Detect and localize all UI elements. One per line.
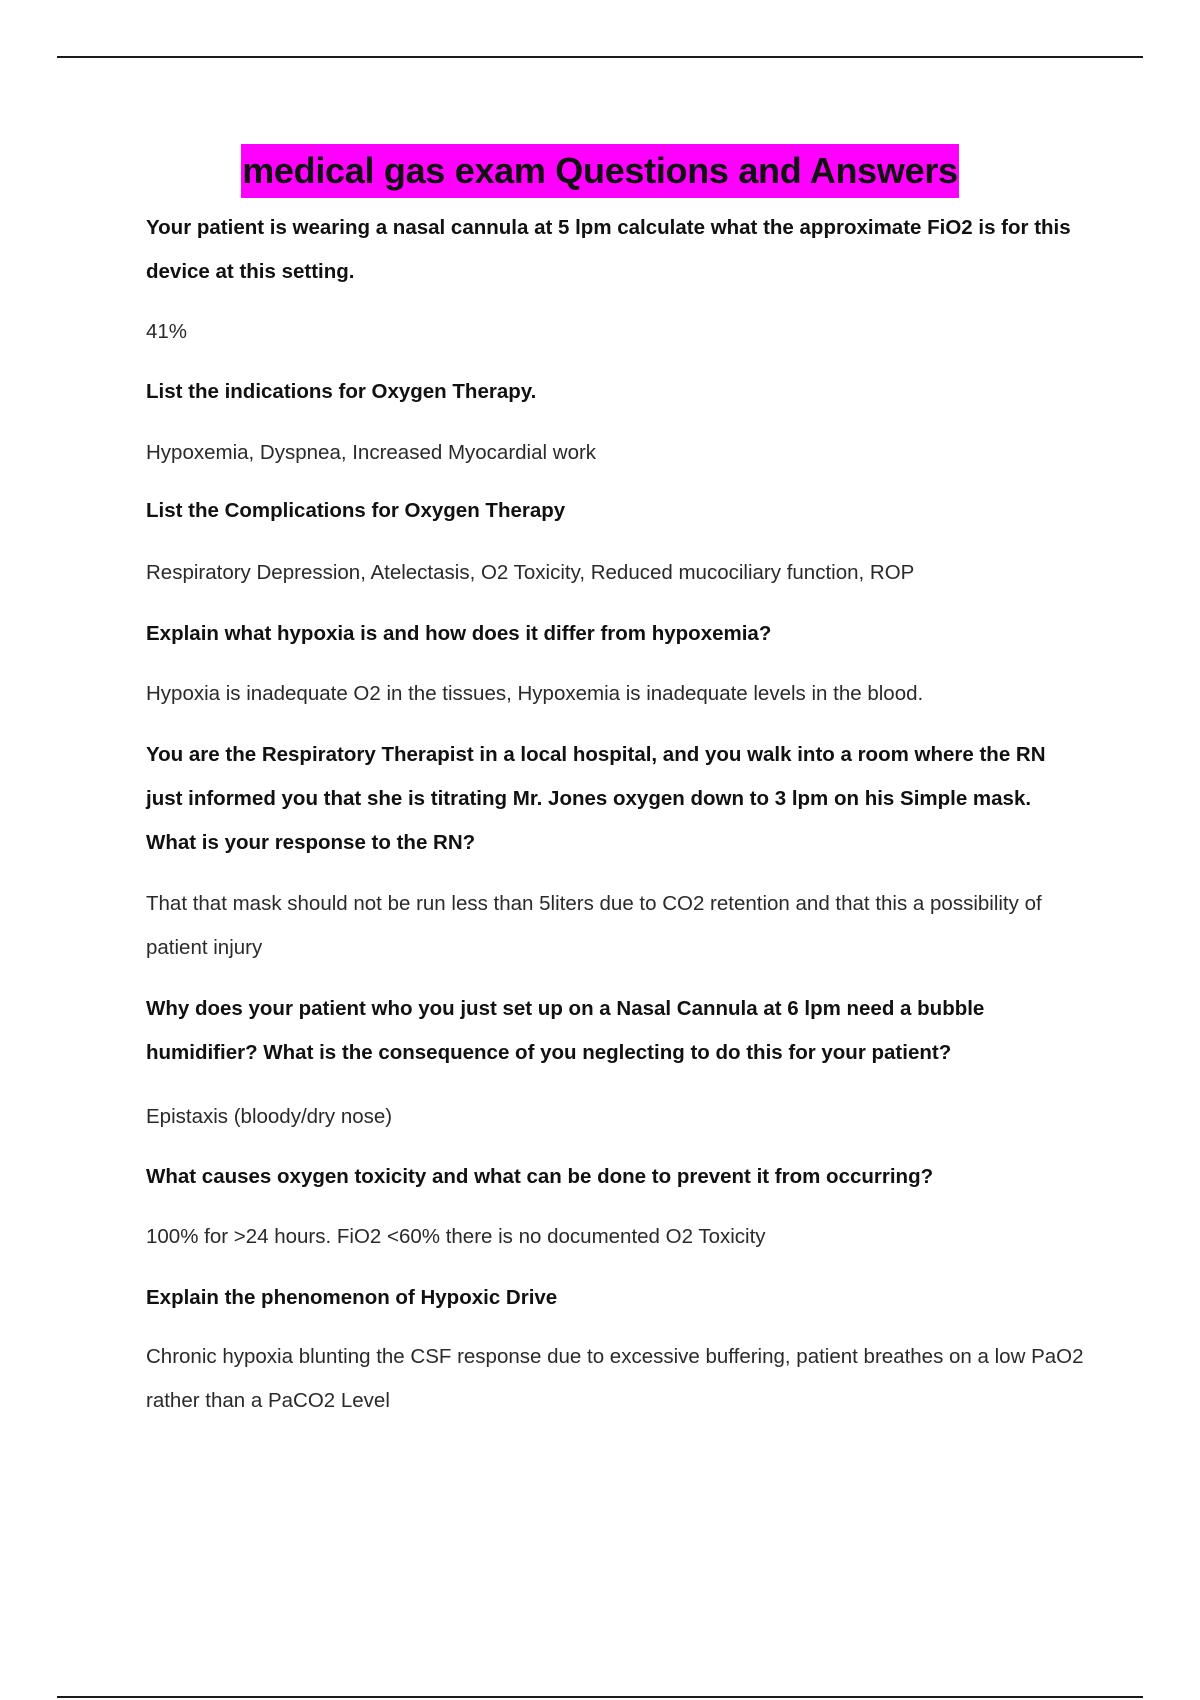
answer-4: Hypoxia is inadequate O2 in the tissues, Hypoxemia is inadequate levels in the blood. [146,682,924,705]
question-4: Explain what hypoxia is and how does it differ from hypoxemia? [146,622,772,645]
header-rule [57,56,1143,58]
answer-3: Respiratory Depression, Atelectasis, O2 Toxicity, Reduced mucociliary function, ROP [146,561,915,584]
title-container [0,144,1200,198]
answer-2: Hypoxemia, Dyspnea, Increased Myocardial work [146,441,597,464]
question-2: List the indications for Oxygen Therapy. [146,380,537,403]
question-8: Explain the phenomenon of Hypoxic Drive [146,1286,558,1309]
answer-5: That that mask should not be run less than 5liters due to CO2 retention and that this a possibility of patient injury [146,892,1042,959]
question-1: Your patient is wearing a nasal cannula at 5 lpm calculate what the approximate FiO2 is for this device at this setting. [146,216,1071,283]
answer-8: Chronic hypoxia blunting the CSF response due to excessive buffering, patient breathes on a low PaO2 rather than a PaCO2 Level [146,1345,1084,1412]
question-6: Why does your patient who you just set up on a Nasal Cannula at 6 lpm need a bubble humidifier? What is the consequence of you neglecting to do this for your patient? [146,997,985,1064]
question-7: What causes oxygen toxicity and what can be done to prevent it from occurring? [146,1165,934,1188]
footer-rule [57,1696,1143,1698]
answer-7: 100% for >24 hours. FiO2 <60% there is no documented O2 Toxicity [146,1225,766,1248]
question-3: List the Complications for Oxygen Therapy [146,499,566,522]
answer-6: Epistaxis (bloody/dry nose) [146,1105,393,1128]
answer-1: 41% [146,320,188,343]
document-title: medical gas exam Questions and Answers [241,144,959,198]
question-5: You are the Respiratory Therapist in a local hospital, and you walk into a room where the RN just informed you that she is titrating Mr. Jones oxygen down to 3 lpm on his Simple mask. What is your response to the RN? [146,743,1046,854]
